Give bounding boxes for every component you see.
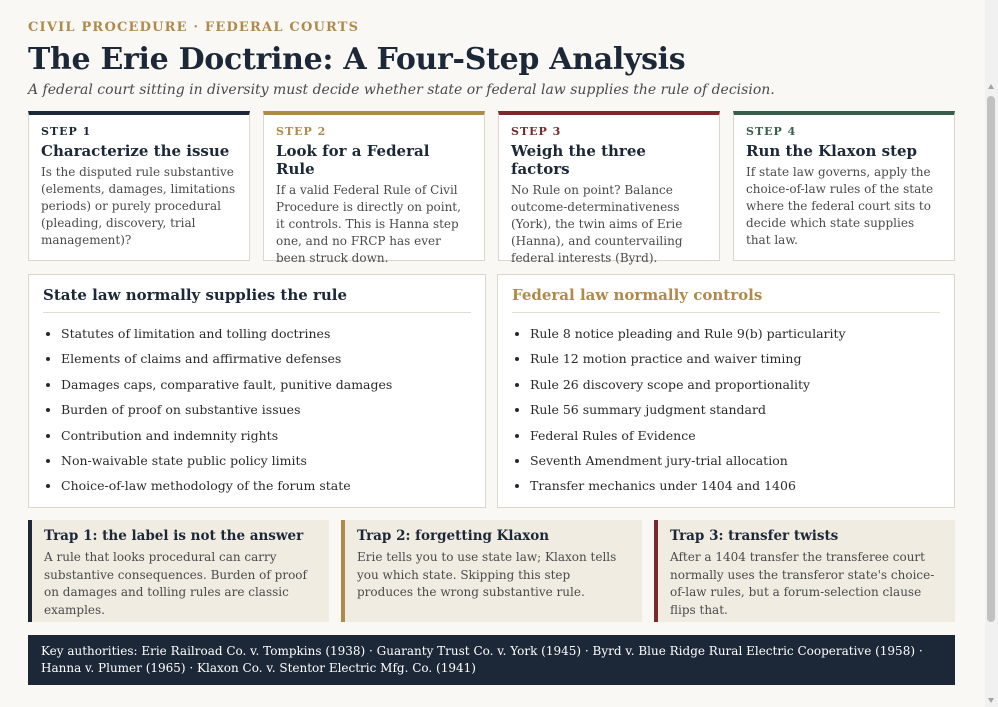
federal-law-heading: Federal law normally controls [512, 286, 940, 313]
step-body: Is the disputed rule substantive (elements, damages, limitations periods) or purely procedural (pleading, discovery, trial management)? [41, 165, 236, 247]
trap-body: Erie tells you to use state law; Klaxon tells you which state. Skipping this step produces the wrong substantive rule. [357, 550, 617, 599]
list-item: • Choice-of-law methodology of the forum state [61, 473, 471, 498]
state-law-list [43, 321, 471, 499]
page-subtitle: A federal court sitting in diversity must decide whether state or federal law supplies the rule of decision. [28, 82, 775, 98]
step-body: No Rule on point? Balance outcome-determinativeness (York), the twin aims of Erie (Hanna), and countervailing federal interests (Byrd). [511, 183, 683, 265]
federal-law-panel [497, 274, 955, 508]
steps-row [28, 111, 955, 265]
step-card-4 [733, 111, 955, 261]
vertical-scrollbar[interactable] [985, 0, 998, 707]
list-item: • Damages caps, comparative fault, punitive damages [61, 372, 471, 397]
step-label: STEP 3 [511, 125, 562, 138]
comparison-lists [28, 274, 955, 508]
trap-card-1 [28, 520, 329, 622]
trap-body: After a 1404 transfer the transferee court normally uses the transferor state's choice-of-law rules, but a forum-selection clause flips that. [670, 550, 935, 617]
trap-heading: Trap 1: the label is not the answer [44, 528, 304, 544]
traps-row [28, 520, 955, 622]
step-card-2 [263, 111, 485, 265]
key-authorities-bar: Key authorities: Erie Railroad Co. v. Tompkins (1938) · Guaranty Trust Co. v. York (1945) · Byrd v. Blue Ridge Rural Electric Cooperative (1958) · Hanna v. Plumer (1965) · Klaxon Co. v. Stentor Electric Mfg. Co. (1941) [28, 635, 955, 685]
step-heading: Run the Klaxon step [746, 142, 918, 160]
list-item: • Transfer mechanics under 1404 and 1406 [530, 473, 940, 498]
step-heading: Characterize the issue [41, 142, 230, 160]
list-item: • Federal Rules of Evidence [530, 423, 940, 448]
list-item: • Rule 12 motion practice and waiver timing [530, 346, 940, 371]
trap-card-2 [341, 520, 642, 622]
list-item: • Contribution and indemnity rights [61, 423, 471, 448]
page-title: The Erie Doctrine: A Four-Step Analysis [28, 42, 686, 77]
step-body: If a valid Federal Rule of Civil Procedure is directly on point, it controls. This is Hanna step one, and no FRCP has ever been struck down. [276, 183, 461, 265]
scroll-down-arrow-icon[interactable] [988, 698, 994, 703]
list-item: • Rule 56 summary judgment standard [530, 397, 940, 422]
trap-body: A rule that looks procedural can carry substantive consequences. Burden of proof on damages and tolling rules are classic examples. [44, 550, 307, 617]
list-item: • Burden of proof on substantive issues [61, 397, 471, 422]
list-item: • Statutes of limitation and tolling doctrines [61, 321, 471, 346]
scrollbar-thumb[interactable] [987, 96, 995, 622]
step-card-1 [28, 111, 250, 261]
list-item: • Seventh Amendment jury-trial allocation [530, 448, 940, 473]
list-item: • Rule 26 discovery scope and proportionality [530, 372, 940, 397]
step-heading: Look for a Federal Rule [276, 142, 430, 178]
step-label: STEP 1 [41, 125, 92, 138]
trap-heading: Trap 3: transfer twists [670, 528, 839, 544]
list-item: • Non-waivable state public policy limits [61, 448, 471, 473]
list-item: • Elements of claims and affirmative defenses [61, 346, 471, 371]
step-label: STEP 4 [746, 125, 797, 138]
federal-law-list [512, 321, 940, 499]
eyebrow-label: CIVIL PROCEDURE · FEDERAL COURTS [28, 20, 360, 35]
state-law-panel [28, 274, 486, 508]
scroll-up-arrow-icon[interactable] [988, 84, 994, 89]
trap-card-3 [654, 520, 955, 622]
list-item: • Rule 8 notice pleading and Rule 9(b) particularity [530, 321, 940, 346]
trap-heading: Trap 2: forgetting Klaxon [357, 528, 550, 544]
step-label: STEP 2 [276, 125, 327, 138]
step-body: If state law governs, apply the choice-of-law rules of the state where the federal court sits to decide which state supplies that law. [746, 165, 934, 247]
state-law-heading: State law normally supplies the rule [43, 286, 471, 313]
page-content [28, 0, 955, 675]
step-card-3 [498, 111, 720, 265]
step-heading: Weigh the three factors [511, 142, 646, 178]
